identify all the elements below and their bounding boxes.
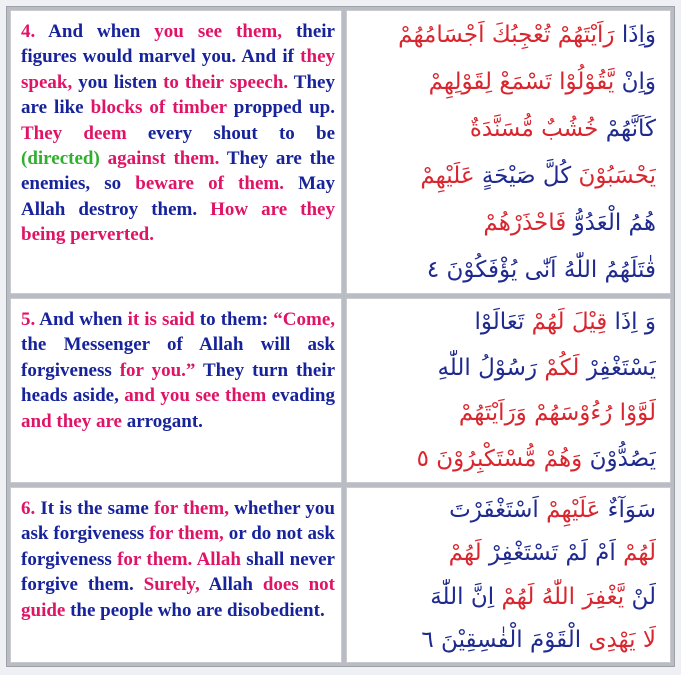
- arabic-segment: عَلَيْهِمْ: [420, 162, 475, 189]
- translation-segment: their figures would marvel you. And if: [21, 21, 335, 68]
- translation-segment: And when: [35, 21, 155, 42]
- translation-segment: and they are: [21, 410, 122, 432]
- verse-row-5: [10, 298, 671, 483]
- arabic-segment: وَاِذَا: [614, 21, 656, 48]
- translation-segment: does not guide: [21, 574, 335, 621]
- arabic-verse-line: [361, 622, 656, 658]
- arabic-text-cell: [346, 298, 671, 483]
- translation-segment: against them.: [99, 148, 220, 170]
- arabic-segment: لَنْ: [624, 583, 656, 610]
- arabic-segment: وَاِنْ: [614, 68, 656, 95]
- translation-segment: It is the same: [35, 498, 154, 519]
- translation-segment: for them.: [117, 548, 193, 570]
- verse-4-translation: [21, 19, 335, 248]
- arabic-verse-line: [361, 579, 656, 615]
- translation-segment: (directed): [21, 148, 100, 170]
- translation-segment: They deem: [21, 122, 127, 144]
- translation-segment: May Allah destroy them.: [21, 173, 335, 220]
- arabic-segment: قِيْلَ لَهُمْ: [524, 308, 608, 335]
- arabic-segment: اَمْ لَمْ تَسْتَغْفِرْ: [481, 540, 616, 567]
- arabic-verse-line: [361, 64, 656, 100]
- translation-segment: whether you ask forgiveness: [21, 498, 335, 545]
- verses-table: [6, 6, 675, 667]
- arabic-verse-line: [361, 158, 656, 194]
- translation-segment: for you.”: [119, 359, 196, 381]
- translation-segment: for them,: [153, 498, 229, 519]
- translation-segment: you see them,: [154, 21, 282, 42]
- translation-segment: “Come,: [273, 309, 335, 330]
- arabic-segment: يَصُدُّوْنَ: [582, 446, 656, 473]
- arabic-verse-line: [361, 17, 656, 53]
- arabic-segment: فَاحْذَرْهُمْ: [483, 209, 567, 236]
- arabic-verse-line: [361, 252, 656, 288]
- arabic-segment: يَسْتَغْفِرْ: [579, 354, 656, 381]
- translation-segment: Surely,: [143, 574, 200, 596]
- arabic-segment: يَحْسَبُوْنَ: [571, 162, 656, 189]
- arabic-segment: وَهُمْ مُّسْتَكْبِرُوْنَ ٥: [416, 446, 583, 473]
- arabic-verse-line: [361, 492, 656, 528]
- translation-segment: beware of them.: [135, 173, 284, 195]
- arabic-segment: هُمُ الْعَدُوُّ: [566, 209, 656, 236]
- arabic-segment: وَ اِذَا: [607, 308, 656, 335]
- arabic-segment: الْقَوْمَ الْفٰسِقِيْنَ ٦: [421, 627, 582, 654]
- translation-segment: or do not ask forgiveness: [21, 523, 335, 570]
- translation-segment: it is said: [127, 309, 195, 330]
- arabic-segment: سَوَآءٌ: [600, 496, 656, 523]
- translation-segment: evading: [266, 385, 335, 407]
- arabic-segment: كُلَّ صَيْحَةٍ: [474, 162, 572, 189]
- arabic-verse-line: [361, 535, 656, 571]
- arabic-segment: رَاَيْتَهُمْ تُعْجِبُكَ اَجْسَامُهُمْ: [398, 21, 615, 48]
- verse-number: 4.: [21, 21, 36, 42]
- translation-segment: for them,: [149, 523, 224, 545]
- arabic-segment: قٰتَلَهُمُ اللّٰهُ اَنّٰى يُؤْفَكُوْنَ ٤: [426, 256, 656, 283]
- translation-segment: the people who are disobedient.: [65, 599, 325, 621]
- arabic-verse-line: [361, 304, 656, 340]
- translation-segment: blocks of timber: [90, 97, 227, 119]
- arabic-segment: اَسْتَغْفَرْتَ: [449, 496, 539, 523]
- arabic-segment: تَعَالَوْا: [474, 308, 525, 335]
- arabic-segment: لَكُمْ: [537, 354, 580, 381]
- arabic-verse-line: [361, 395, 656, 431]
- arabic-segment: خُشُبٌ مُّسَنَّدَةٌ: [469, 115, 599, 142]
- english-translation-cell: [10, 487, 342, 663]
- translation-segment: And when: [35, 309, 128, 330]
- verse-number: 6.: [21, 498, 36, 519]
- translation-segment: you listen: [72, 71, 164, 93]
- arabic-segment: كَاَنَّهُمْ: [598, 115, 656, 142]
- arabic-verse-line: [361, 441, 656, 477]
- translation-segment: Allah: [192, 548, 241, 570]
- verse-number: 5.: [21, 309, 36, 330]
- arabic-segment: رَسُوْلُ اللّٰهِ: [437, 354, 538, 381]
- arabic-text-cell: [346, 487, 671, 663]
- translation-segment: propped up.: [226, 97, 335, 119]
- arabic-segment: اِنَّ اللّٰهَ: [430, 583, 495, 610]
- translation-segment: They turn their heads aside,: [21, 359, 336, 407]
- translation-segment: and you see them: [124, 385, 267, 407]
- verse-row-4: [10, 10, 671, 294]
- arabic-verse-line: [361, 205, 656, 241]
- translation-segment: shall never forgive them.: [21, 548, 335, 596]
- english-translation-cell: [10, 10, 342, 294]
- verse-6-translation: [21, 496, 335, 623]
- verse-row-6: [10, 487, 671, 663]
- translation-segment: Allah: [199, 574, 263, 596]
- arabic-verse-line: [361, 350, 656, 386]
- translation-segment: to their speech.: [163, 71, 289, 93]
- arabic-text-cell: [346, 10, 671, 294]
- translation-segment: the Messenger of Allah will ask forgiveness: [21, 334, 335, 381]
- arabic-segment: لَا يَهْدِى: [581, 627, 656, 654]
- arabic-segment: لَهُمْ: [448, 540, 482, 567]
- translation-segment: every shout to be: [126, 122, 336, 144]
- translation-segment: to them:: [194, 309, 274, 330]
- translation-segment: How are they being perverted.: [21, 198, 335, 246]
- arabic-segment: لَوَّوْا رُءُوْسَهُمْ وَرَاَيْتَهُمْ: [458, 400, 656, 427]
- arabic-segment: عَلَيْهِمْ: [538, 496, 601, 523]
- arabic-segment: لَهُمْ: [615, 540, 656, 567]
- english-translation-cell: [10, 298, 342, 483]
- translation-segment: They are the enemies, so: [21, 148, 335, 195]
- arabic-segment: يَّغْفِرَ اللّٰهُ لَهُمْ: [494, 583, 625, 610]
- verse-5-translation: [21, 307, 335, 434]
- translation-segment: they speak,: [21, 46, 335, 93]
- translation-segment: They are like: [21, 71, 335, 119]
- arabic-segment: يَّقُوْلُوْا تَسْمَعْ لِقَوْلِهِمْ: [428, 68, 615, 95]
- translation-segment: arrogant.: [121, 410, 203, 432]
- arabic-verse-line: [361, 111, 656, 147]
